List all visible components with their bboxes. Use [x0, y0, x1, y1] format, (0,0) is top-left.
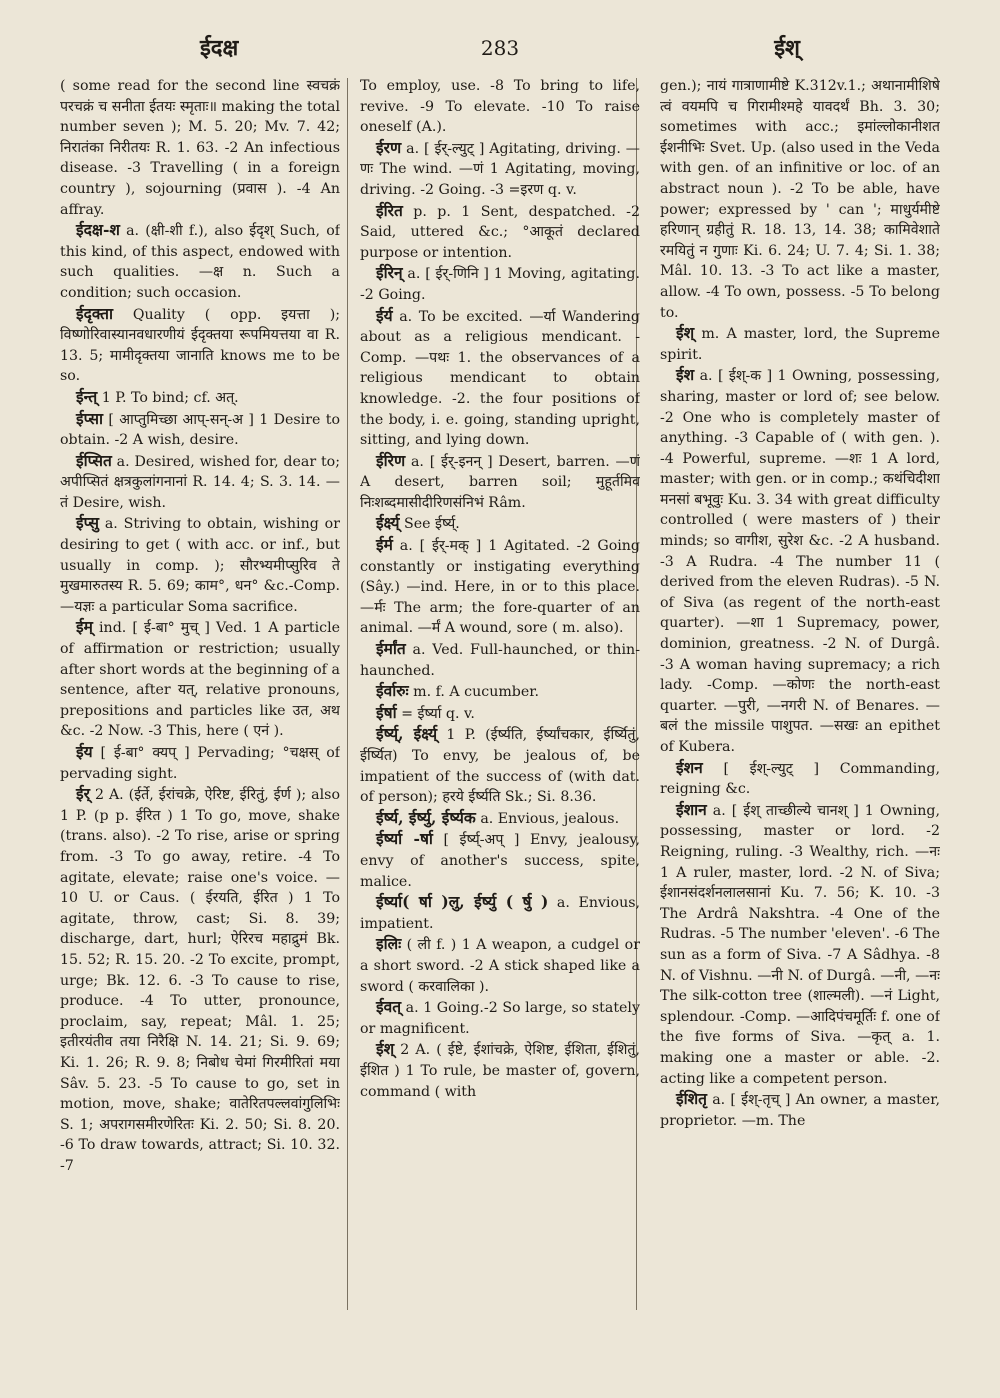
definition-text: 1 P. (ईर्ष्यति, ईर्ष्यांचकार, ईर्ष्यितुं, ईर्ष्यित) To envy, be jealous of, be impatient of the success of (with dat. of person); हरये ईर्ष्यति Sk.; Si. 8.36.	[360, 727, 640, 806]
headword: ईर्मांत	[376, 639, 406, 659]
definition-text: a. (क्षी-शी f.), also ईदृश् Such, of this kind, of this aspect, endowed with such qualities. —क्ष n. Such a condition; such occasion.	[60, 223, 340, 301]
definition-text: a. Envious, jealous.	[480, 810, 620, 827]
definition-text: gen.); नायं गात्राणामीष्टे K.312v.1.; अथानामीशिषे त्वं वयमपि च गिरामीश्महे यावदर्थं Bh. 3. 30; sometimes with acc.; इमांल्लोकानीशत ईशनीभिः Svet. Up. (also used in the Veda with gen. of an infinitive or loc. of an abstract noun ). -2 To be able, have power; expressed by ' can '; माधुर्यमीष्टे हरिणान् ग्रहीतुं R. 18. 13, 14. 38; कामिवेशाते रमयितुं न गुणाः Ki. 6. 24; U. 7. 4; Si. 1. 38; Mâl. 10. 13. -3 To act like a master, allow. -4 To own, possess. -5 To belong to.	[660, 78, 940, 321]
dictionary-entry	[360, 724, 640, 807]
headword: ईप्सा	[76, 408, 103, 428]
page-number: 283	[480, 36, 520, 60]
dictionary-entry	[360, 263, 640, 305]
dictionary-entry	[360, 306, 640, 451]
definition-text: [ ई-बा° क्यप् ] Pervading; °चक्षस् of pervading sight.	[60, 745, 340, 782]
headword: ईशितृ	[676, 1089, 708, 1109]
definition-text: Quality ( opp. इयत्ता ); विष्णोरिवास्यानवधारणीयं ईदृक्तया रूपमियत्तया वा R. 13. 5; मामीदृक्तया जानाति knows me to be so.	[60, 306, 340, 385]
entry-continuation	[360, 76, 640, 138]
dictionary-entry	[60, 387, 340, 409]
definition-text: p. p. 1 Sent, despatched. -2 Said, uttered &c.; °आकूतं declared purpose or intention.	[360, 203, 640, 261]
dictionary-entry	[360, 138, 640, 201]
entry-continuation	[60, 76, 340, 220]
headword: ईप्सित	[76, 450, 112, 470]
headword: ईर्ष्या -र्षा	[376, 829, 433, 849]
dictionary-entry	[60, 220, 340, 303]
dictionary-entry	[60, 513, 340, 617]
definition-text: 1 P. To bind; cf. अत्.	[101, 389, 239, 406]
dictionary-entry	[360, 451, 640, 514]
definition-text: [ ईर्ष्य्-अप् ] Envy, jealousy, envy of another's success, spite, malice.	[360, 832, 640, 890]
headword: ईम्	[76, 617, 93, 637]
headword: ईदृक्ता	[76, 303, 113, 323]
headword: ईर्य	[376, 305, 393, 325]
dictionary-entry	[60, 742, 340, 784]
headword: ईरिन्	[376, 263, 403, 283]
dictionary-entry	[660, 365, 940, 757]
definition-text: [ ईश्-ल्युट् ] Commanding, reigning &c.	[660, 760, 940, 798]
headword: ईदक्ष-श	[76, 220, 120, 240]
definition-text: a. Envious, impatient.	[360, 895, 640, 932]
dictionary-entry	[360, 997, 640, 1039]
headword: ईरण	[376, 137, 402, 157]
dictionary-entry	[60, 451, 340, 514]
definition-text: a. [ ईश् ताच्छील्ये चानश् ] 1 Owning, possessing, master or lord. -2 Reigning, ruling. -3 Wealthy, rich. —नः 1 A ruler, master, lord. -2 N. of Siva; ईशानसंदर्शनलालसानां Ku. 7. 56; K. 10. -3 The Ardrâ Nakshtra. -4 One of the Rudras. -5 The number 'eleven'. -6 The sun as a form of Siva. -7 A Sâdhya. -8 N. of Vishnu. —नी N. of Durgâ. —नी, —नः The silk-cotton tree (शाल्मली). —नं Light, splendour. -Comp. —आदिपंचमूर्तिः f. one of the five forms of Siva. —कृत् a. 1. making one a master or able. -2. acting like a competent person.	[660, 802, 940, 1087]
dictionary-entry	[660, 758, 940, 800]
headword: ईशन	[676, 757, 703, 777]
dictionary-entry	[360, 808, 640, 830]
headword: ईश	[676, 365, 695, 385]
definition-text: 2 A. (ईर्ते, ईरांचक्रे, ऐरिष्ट, ईरितुं, ईर्ण ); also 1 P. (p p. ईरित ) 1 To go, move, shake (trans. also). -2 To rise, arise or spring from. -3 To go away, retire. -4 To agitate, elevate; raise one's voice. —10 U. or Caus. ( ईरयति, ईरित ) 1 To agitate, throw, cast; Si. 8. 39; discharge, dart, hurl; ऐरिरच महाद्रुमं Bk. 15. 52; R. 15. 20. -2 To excite, prompt, urge; Bk. 12. 6. -3 To cause to rise, produce. -4 To utter, pronounce, proclaim, say, repeat; Mâl. 1. 25; इतीरयंतीव तया निरैक्षि N. 14. 21; Si. 9. 69; Ki. 1. 26; R. 9. 8; निबोध चेमां गिरमीरितां मया Sâv. 5. 23. -5 To cause to go, set in motion, move, shake; वातेरितपल्लवांगुलिभिः S. 1; अपरागसमीरणेरितः Ki. 2. 50; Si. 8. 20. -6 To draw towards, attract; Si. 10. 32. -7	[60, 787, 340, 1174]
definition-text: ( ली f. ) 1 A weapon, a cudgel or a short sword. -2 A stick shaped like a sword ( करवालिका ).	[360, 937, 640, 995]
dictionary-entry	[660, 323, 940, 365]
dictionary-columns	[60, 76, 940, 1326]
definition-text: 2 A. ( ईष्टे, ईशांचक्रे, ऐशिष्ट, ईशिता, ईशितुं, ईशित ) 1 To rule, be master of, govern, command ( with	[360, 1042, 640, 1100]
definition-text: a. [ ईश्-तृच् ] An owner, a master, proprietor. —m. The	[660, 1092, 940, 1129]
dictionary-entry	[360, 934, 640, 997]
headword: ईरिण	[376, 450, 406, 470]
dictionary-entry	[60, 304, 340, 387]
headword: ईर्ष्या( र्षा )लु, ईर्ष्यु ( र्षु )	[376, 892, 549, 912]
definition-text: See ईर्ष्य्.	[404, 516, 460, 533]
dictionary-entry	[60, 784, 340, 1176]
headword: ईशान	[676, 799, 707, 819]
headword: ईवत्	[376, 997, 402, 1017]
headword: ईर्षा	[376, 702, 397, 722]
dictionary-entry	[360, 535, 640, 639]
headword: इलिः	[376, 934, 402, 954]
definition-text: ind. [ ई-बा° मुच् ] Ved. 1 A particle of affirmation or restriction; usually after short words at the beginning of a sentence, after यत्, relative pronouns, prepositions and particles like उत, अथ &c. -2 Now. -3 This, here ( एनं ).	[60, 620, 340, 740]
definition-text: a. Desired, wished for, dear to; अपीप्सितं क्षत्रकुलांगनानां R. 14. 4; S. 3. 14. —तं Desire, wish.	[60, 453, 340, 511]
headword: ईश्	[676, 323, 695, 343]
definition-text: a. To be excited. —र्या Wandering about as a religious mendicant. -Comp. —पथः 1. the observances of a religious mendicant to obtain knowledge. -2. the four positions of the body, i. e. going, standing upright, sitting, and lying down.	[360, 308, 640, 449]
column-2	[360, 76, 640, 1321]
dictionary-entry	[360, 201, 640, 264]
column-3	[660, 76, 940, 1321]
definition-text: a. [ ईर्-मक् ] 1 Agitated. -2 Going constantly or instigating everything (Sây.) —ind. Here, in or to this place. —र्मः The arm; the fore-quarter of an animal. —र्मं A wound, sore ( m. also).	[360, 538, 640, 637]
dictionary-entry	[60, 409, 340, 451]
entry-continuation	[660, 76, 940, 323]
headword: ईर्ष्य्, ईर्क्ष्य्	[376, 724, 438, 744]
headword: ईर्ष्य, ईर्ष्यु, ईर्ष्यक	[376, 807, 476, 827]
dictionary-entry	[660, 1089, 940, 1131]
definition-text: a. [ ईर्-णिनि ] 1 Moving, agitating. -2 Going.	[360, 266, 640, 303]
definition-text: m. A master, lord, the Supreme spirit.	[660, 326, 940, 363]
dictionary-entry	[360, 639, 640, 681]
definition-text: m. f. A cucumber.	[413, 684, 539, 701]
definition-text: a. Ved. Full-haunched, or thin-haunched.	[360, 642, 640, 679]
dictionary-entry	[360, 681, 640, 703]
definition-text: a. Striving to obtain, wishing or desiring to get ( with acc. or inf., but usually in comp. ); सौरभ्यमीप्सुरिव ते मुखमारुतस्य R. 5. 69; काम°, धन° &c.-Comp. —यज्ञः a particular Soma sacrifice.	[60, 516, 340, 615]
definition-text: a. [ ईर्-ल्युट् ] Agitating, driving. —णः The wind. —णं 1 Agitating, moving, driving. -2 Going. -3 =इरण q. v.	[360, 140, 640, 198]
dictionary-entry	[360, 892, 640, 934]
headword: ईर्वारुः	[376, 681, 409, 701]
definition-text: = ईर्ष्या q. v.	[401, 705, 475, 722]
column-1	[60, 76, 340, 1321]
definition-text: a. 1 Going.-2 So large, so stately or magnificent.	[360, 1000, 640, 1037]
headword: ईश्	[376, 1039, 395, 1059]
headword: ईर्म	[376, 535, 393, 555]
definition-text: [ आप्तुमिच्छा आप्-सन्-अ ] 1 Desire to obtain. -2 A wish, desire.	[60, 411, 340, 449]
dictionary-entry	[360, 829, 640, 892]
header-right-guideword: ईश्	[774, 35, 800, 61]
dictionary-entry	[660, 800, 940, 1089]
headword: ईन्त्	[76, 386, 98, 406]
dictionary-entry	[360, 703, 640, 725]
header-left-guideword: ईदक्ष	[200, 35, 239, 61]
definition-text: a. [ ईश्-क ] 1 Owning, possessing, sharing, master or lord of; see below. -2 One who is completely master of anything. -3 Capable of ( with gen. ). -4 Powerful, supreme. —शः 1 A lord, master; with gen. or in comp.; कथंचिदीशा मनसां बभूवुः Ku. 3. 34 with great difficulty controlled ( were masters of ) their minds; so वागीश, सुरेश &c. -2 A husband. -3 A Rudra. -4 The number 11 ( derived from the eleven Rudras). -5 N. of Siva (as regent of the north-east quarter). —शा 1 Supremacy, power, dominion, greatness. -2 N. of Durgâ. -3 A woman having supremacy; a rich lady. -Comp. —कोणः the north-east quarter. —पुरी, —नगरी N. of Benares. —बलं the missile पाशुपत. —सखः an epithet of Kubera.	[660, 368, 940, 755]
headword: ईर्	[76, 784, 90, 804]
headword: ईरित	[376, 200, 403, 220]
headword: ईप्सु	[76, 513, 99, 533]
definition-text: a. [ ईर्-इनन् ] Desert, barren. —णं A desert, barren soil; मुहूर्तमिव निःशब्दमासीदीरिणसंनिभं Râm.	[360, 453, 640, 511]
headword: ईय	[76, 742, 93, 761]
headword: ईर्क्ष्य्	[376, 513, 400, 533]
dictionary-entry	[60, 617, 340, 742]
definition-text: ( some read for the second line स्वचक्रं परचक्रं च सनीता ईतयः स्मृताः॥ making the total number seven ); M. 5. 20; Mv. 7. 42; निरातंका निरीतयः R. 1. 63. -2 An infectious disease. -3 Travelling ( in a foreign country ), sojourning (प्रवास ). -4 An affray.	[60, 78, 340, 218]
dictionary-entry	[360, 1039, 640, 1102]
definition-text: To employ, use. -8 To bring to life, revive. -9 To elevate. -10 To raise oneself (A.).	[360, 78, 640, 136]
running-header	[60, 28, 940, 68]
dictionary-entry	[360, 513, 640, 535]
